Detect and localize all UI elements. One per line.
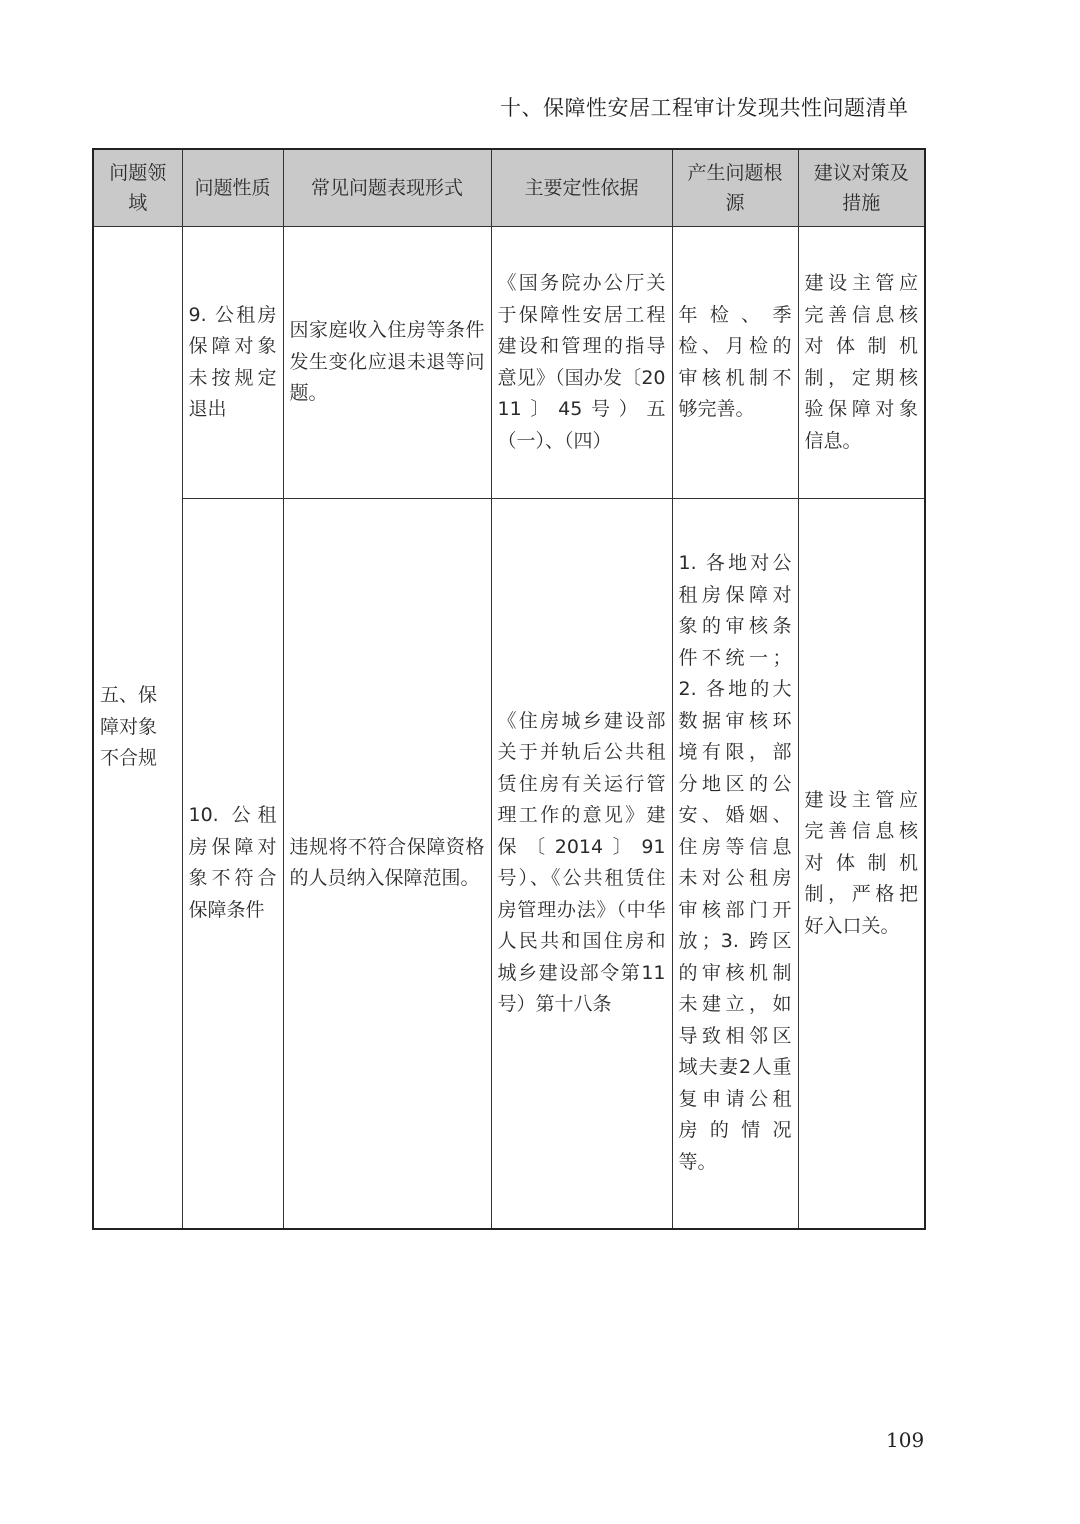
page-number: 109 [886,1428,925,1452]
table-header-row [93,149,925,227]
row-1-root-cause: 年检、季检、月检的审核机制不够完善。 [672,227,798,499]
row-2-nature: 10. 公租房保障对象不符合保障条件 [182,499,283,1229]
header-manifestation: 常见问题表现形式 [283,149,491,227]
header-problem-area: 问题领域 [93,149,182,227]
header-suggestion: 建议对策及措施 [798,149,925,227]
header-root-cause: 产生问题根源 [672,149,798,227]
row-1-manifestation: 因家庭收入住房等条件发生变化应退未退等问题。 [283,227,491,499]
row-1-basis: 《国务院办公厅关于保障性安居工程建设和管理的指导意见》（国办发〔2011〕45号）五（一）、（四） [491,227,672,499]
row-1-nature: 9. 公租房保障对象未按规定退出 [182,227,283,499]
table-row [93,227,925,499]
row-2-manifestation: 违规将不符合保障资格的人员纳入保障范围。 [283,499,491,1229]
table-row [93,499,925,1229]
row-2-basis: 《住房城乡建设部关于并轨后公共租赁住房有关运行管理工作的意见》建保〔2014〕91号）、《公共租赁住房管理办法》（中华人民共和国住房和城乡建设部令第11号）第十八条 [491,499,672,1229]
header-basis: 主要定性依据 [491,149,672,227]
audit-issue-table [92,148,926,1230]
row-2-root-cause: 1. 各地对公租房保障对象的审核条件不统一；2. 各地的大数据审核环境有限，部分地区的公安、婚姻、住房等信息未对公租房审核部门开放；3. 跨区的审核机制未建立，如导致相邻区域夫妻2人重复申请公租房的情况等。 [672,499,798,1229]
row-2-suggestion: 建设主管应完善信息核对体制机制，严格把好入口关。 [798,499,925,1229]
header-problem-nature: 问题性质 [182,149,283,227]
row-1-suggestion: 建设主管应完善信息核对体制机制，定期核验保障对象信息。 [798,227,925,499]
page-title: 十、保障性安居工程审计发现共性问题清单 [500,96,909,120]
problem-area-cell: 五、保障对象不合规 [93,227,182,1229]
